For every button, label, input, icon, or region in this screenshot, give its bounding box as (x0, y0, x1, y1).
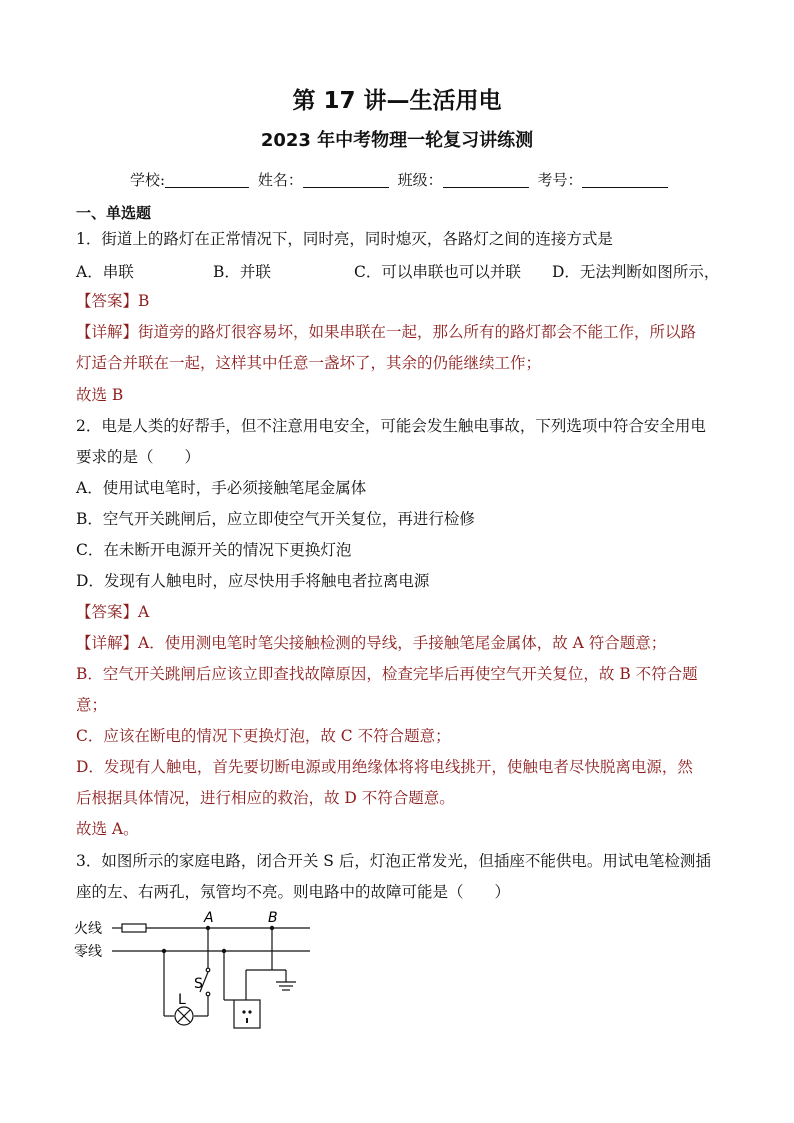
q3-stem-line: 座的左、右两孔，氖管均不亮。则电路中的故障可能是（ ） (76, 883, 511, 901)
switch-label: S (194, 976, 203, 992)
q1-option-b: B．并联 (213, 263, 271, 281)
name-blank[interactable] (303, 171, 389, 188)
q2-detail-line: 【详解】A．使用测电笔时笔尖接触检测的导线，手接触笔尾金属体，故 A 符合题意； (76, 634, 667, 652)
live-wire-label: 火线 (74, 921, 102, 937)
q2-stem-line: 要求的是（ ） (76, 448, 201, 466)
q2-detail-line: 意； (76, 696, 108, 714)
q1-conclusion: 故选 B (76, 386, 124, 404)
name-label: 姓名： (257, 171, 303, 189)
student-info-row (130, 169, 672, 190)
q1-detail-line: 灯适合并联在一起，这样其中任意一盏坏了，其余的仍能继续工作； (76, 354, 542, 372)
q3-stem-line: 3．如图所示的家庭电路，闭合开关 S 后，灯泡正常发光，但插座不能供电。用试电笔检测插 (76, 852, 711, 870)
q2-detail-line: D．发现有人触电，首先要切断电源或用绝缘体将将电线挑开，使触电者尽快脱离电源，然 (76, 758, 693, 776)
lamp-label: L (178, 992, 186, 1008)
point-a-label: A (204, 910, 214, 926)
school-label: 学校: (130, 171, 166, 189)
q2-option-b: B．空气开关跳闸后，应立即使空气开关复位，再进行检修 (76, 510, 475, 528)
q2-stem-line: 2．电是人类的好帮手，但不注意用电安全，可能会发生触电事故，下列选项中符合安全用电 (76, 417, 706, 435)
q1-stem: 1．街道上的路灯在正常情况下，同时亮，同时熄灭，各路灯之间的连接方式是 (76, 230, 613, 248)
lesson-subtitle: 2023 年中考物理一轮复习讲练测 (260, 130, 534, 151)
q1-option-d: D．无法判断如图所示， (552, 263, 720, 281)
socket-icon (234, 1000, 260, 1028)
point-b-label: B (268, 910, 278, 926)
section-title: 一、单选题 (76, 204, 152, 222)
q2-option-c: C．在未断开电源开关的情况下更换灯泡 (76, 541, 352, 559)
q1-option-c: C．可以串联也可以并联 (354, 263, 521, 281)
class-label: 班级： (397, 171, 443, 189)
q2-answer: 【答案】A (76, 603, 150, 621)
q2-detail-line: C．应该在断电的情况下更换灯泡，故 C 不符合题意； (76, 727, 451, 745)
q2-option-d: D．发现有人触电时，应尽快用手将触电者拉离电源 (76, 572, 430, 590)
q1-option-a: A．串联 (76, 263, 134, 281)
q2-detail-line: 后根据具体情况，进行相应的救治，故 D 不符合题意。 (76, 789, 455, 807)
fuse-icon (122, 924, 146, 932)
exam-number-label: 考号： (537, 171, 583, 189)
q2-detail-line: B．空气开关跳闸后应该立即查找故障原因，检查完毕后再使空气开关复位，故 B 不符合题 (76, 665, 698, 683)
q2-option-a: A．使用试电笔时，手必须接触笔尾金属体 (76, 479, 367, 497)
household-circuit-diagram (74, 908, 324, 1033)
q1-detail-line: 【详解】街道旁的路灯很容易坏，如果串联在一起，那么所有的路灯都会不能工作，所以路 (76, 323, 697, 341)
school-blank[interactable] (165, 171, 249, 188)
q2-conclusion: 故选 A。 (76, 820, 139, 838)
lesson-title: 第 17 讲—生活用电 (292, 88, 502, 114)
neutral-wire-label: 零线 (74, 944, 102, 960)
exam-number-blank[interactable] (582, 171, 668, 188)
q1-answer: 【答案】B (76, 292, 150, 310)
class-blank[interactable] (443, 171, 529, 188)
